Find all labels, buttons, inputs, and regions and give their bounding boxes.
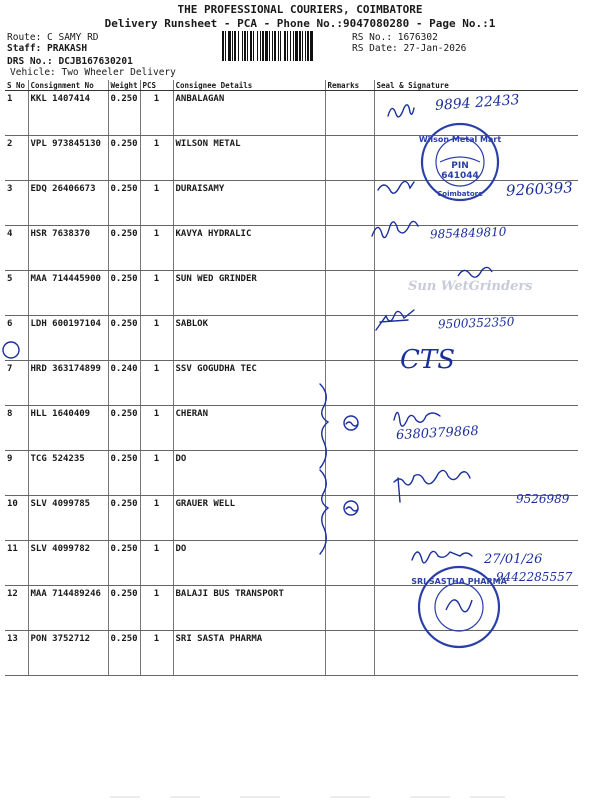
- cell-weight: 0.250: [108, 271, 140, 316]
- cell-pcs: 1: [140, 496, 173, 541]
- cell-consignment: SLV 4099782: [28, 541, 108, 586]
- cell-weight: 0.250: [108, 496, 140, 541]
- cell-sno: 4: [5, 226, 28, 271]
- route-label: Route: C SAMY RD: [7, 32, 99, 43]
- wilson-stamp-city: Coimbatore: [437, 190, 483, 198]
- cell-weight: 0.250: [108, 226, 140, 271]
- cell-sno: 13: [5, 631, 28, 676]
- cell-sno: 6: [5, 316, 28, 361]
- cell-sno: 12: [5, 586, 28, 631]
- bracket-8-9: [320, 384, 328, 468]
- hw-row12-date: 27/01/26: [484, 552, 543, 567]
- cell-weight: 0.250: [108, 451, 140, 496]
- sno7-circle: [3, 342, 19, 358]
- col-weight: Weight: [108, 80, 140, 91]
- cell-consignment: MAA 714489246: [28, 586, 108, 631]
- cell-consignment: HLL 1640409: [28, 406, 108, 451]
- cell-pcs: 1: [140, 541, 173, 586]
- hw-row6-phone: 9500352350: [437, 314, 515, 332]
- cell-weight: 0.240: [108, 361, 140, 406]
- cell-consignee: DO: [173, 541, 325, 586]
- drs-number: DRS No.: DCJB167630201: [7, 56, 133, 67]
- signature-row1: [388, 105, 414, 117]
- cell-weight: 0.250: [108, 91, 140, 136]
- cell-sno: 9: [5, 451, 28, 496]
- cell-consignment: PON 3752712: [28, 631, 108, 676]
- staff-label: Staff: PRAKASH: [7, 43, 88, 54]
- cell-consignee: SUN WED GRINDER: [173, 271, 325, 316]
- hw-row7-mark: CTS: [400, 345, 456, 375]
- cell-pcs: 1: [140, 361, 173, 406]
- cell-consignee: DO: [173, 451, 325, 496]
- cell-sno: 2: [5, 136, 28, 181]
- cell-pcs: 1: [140, 181, 173, 226]
- wilson-stamp-top: Wilson Metal Mart: [418, 135, 502, 144]
- cell-consignee: KAVYA HYDRALIC: [173, 226, 325, 271]
- col-sno: S No: [5, 80, 28, 91]
- bracket-10-11: [320, 470, 328, 554]
- col-remarks: Remarks: [325, 80, 374, 91]
- cell-weight: 0.250: [108, 136, 140, 181]
- cell-consignment: TCG 524235: [28, 451, 108, 496]
- cell-pcs: 1: [140, 226, 173, 271]
- cell-pcs: 1: [140, 406, 173, 451]
- wilson-stamp-pin: PIN: [451, 161, 469, 171]
- hw-row3-phone: 9260393: [505, 178, 574, 200]
- cell-weight: 0.250: [108, 541, 140, 586]
- cell-consignment: KKL 1407414: [28, 91, 108, 136]
- col-consignee: Consignee Details: [173, 80, 325, 91]
- cell-pcs: 1: [140, 631, 173, 676]
- cell-consignment: LDH 600197104: [28, 316, 108, 361]
- rs-date: RS Date: 27-Jan-2026: [352, 43, 467, 54]
- cell-consignee: WILSON METAL: [173, 136, 325, 181]
- cell-consignment: HSR 7638370: [28, 226, 108, 271]
- vehicle-label: Vehicle: Two Wheeler Delivery: [10, 67, 176, 78]
- signature-row6: [376, 310, 414, 330]
- signature-row3: [378, 181, 414, 193]
- cell-sno: 10: [5, 496, 28, 541]
- sun-stamp-text: Sun WetGrinders: [408, 279, 533, 294]
- sastha-stamp-text: SRI SASTHA PHARMA: [411, 577, 507, 586]
- cell-pcs: 1: [140, 136, 173, 181]
- col-pcs: PCS: [140, 80, 173, 91]
- cell-consignee: SSV GOGUDHA TEC: [173, 361, 325, 406]
- cell-consignment: HRD 363174899: [28, 361, 108, 406]
- cell-pcs: 1: [140, 586, 173, 631]
- cell-weight: 0.250: [108, 406, 140, 451]
- cell-pcs: 1: [140, 316, 173, 361]
- cell-consignee: SRI SASTA PHARMA: [173, 631, 325, 676]
- cell-consignee: SABLOK: [173, 316, 325, 361]
- company-title: THE PROFESSIONAL COURIERS, COIMBATORE: [177, 3, 423, 16]
- hw-row12-phone: 9442285557: [496, 570, 573, 584]
- rs-number: RS No.: 1676302: [352, 32, 438, 43]
- cell-weight: 0.250: [108, 316, 140, 361]
- cell-sno: 5: [5, 271, 28, 316]
- cell-consignee: ANBALAGAN: [173, 91, 325, 136]
- col-signature: Seal & Signature: [374, 80, 578, 91]
- hw-row9-phone: 6380379868: [395, 423, 480, 444]
- cell-weight: 0.250: [108, 181, 140, 226]
- signature-row4: [372, 221, 418, 237]
- hw-row10-phone: 9526989: [516, 492, 570, 506]
- cell-consignee: BALAJI BUS TRANSPORT: [173, 586, 325, 631]
- cell-weight: 0.250: [108, 631, 140, 676]
- runsheet-subtitle: Delivery Runsheet - PCA - Phone No.:9047080280 - Page No.:1: [104, 17, 496, 30]
- cell-consignment: EDQ 26406673: [28, 181, 108, 226]
- col-consignment: Consignment No: [28, 80, 108, 91]
- cell-sno: 7: [5, 361, 28, 406]
- cell-consignment: VPL 973845130: [28, 136, 108, 181]
- cell-sno: 8: [5, 406, 28, 451]
- cell-sno: 1: [5, 91, 28, 136]
- cell-sno: 11: [5, 541, 28, 586]
- cell-pcs: 1: [140, 271, 173, 316]
- signature-row9: [394, 412, 440, 426]
- signature-row5: [458, 267, 492, 277]
- footer-specks: [110, 795, 510, 799]
- cell-pcs: 1: [140, 451, 173, 496]
- cell-consignee: GRAUER WELL: [173, 496, 325, 541]
- cell-consignee: CHERAN: [173, 406, 325, 451]
- cell-sno: 3: [5, 181, 28, 226]
- signature-row12: [412, 551, 472, 562]
- cell-consignee: DURAISAMY: [173, 181, 325, 226]
- cell-consignment: SLV 4099785: [28, 496, 108, 541]
- hw-row1-phone: 9894 22433: [434, 92, 521, 114]
- hw-row4-phone: 9854849810: [429, 224, 507, 242]
- signature-row10: [394, 470, 470, 502]
- wilson-stamp-code: 641044: [441, 171, 479, 181]
- cell-weight: 0.250: [108, 586, 140, 631]
- cell-consignment: MAA 714445900: [28, 271, 108, 316]
- cell-pcs: 1: [140, 91, 173, 136]
